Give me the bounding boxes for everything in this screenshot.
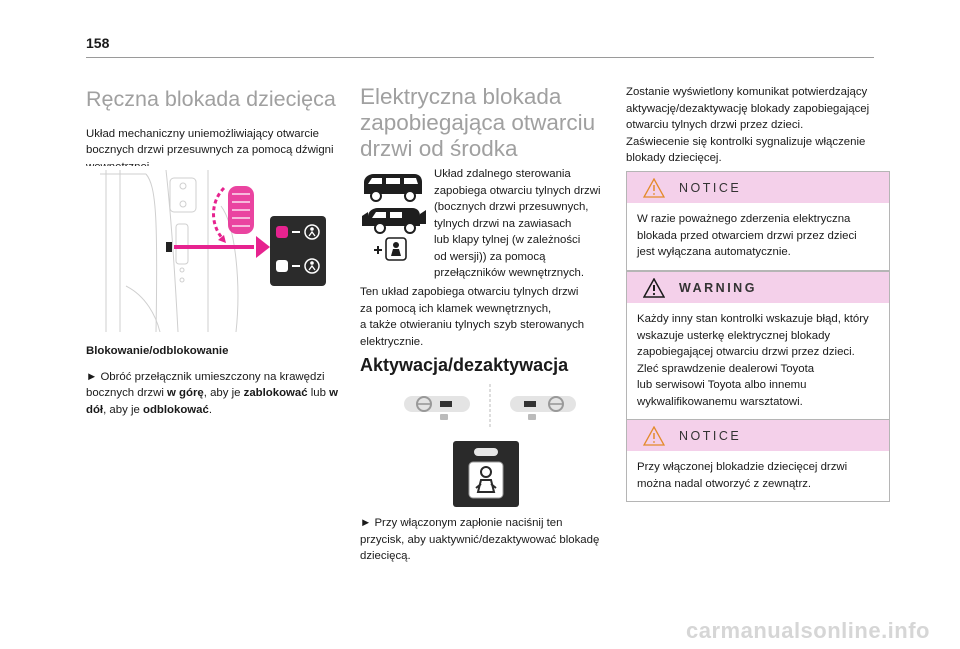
left-lower xyxy=(86,343,342,418)
desc-line: przełączników wewnętrznych. xyxy=(434,267,585,280)
step-emph-lock: zablokować xyxy=(243,387,308,400)
notice-body xyxy=(627,203,889,270)
lock-unlock-subtitle: Blokowanie/odblokowanie xyxy=(86,345,229,357)
notice-triangle-icon xyxy=(643,178,665,198)
notice-body xyxy=(627,451,889,501)
electric-lock-desc xyxy=(434,166,614,282)
step-text: . xyxy=(208,403,212,416)
activation-step xyxy=(360,515,610,565)
watermark: carmanualsonline.info xyxy=(686,618,930,643)
desc-line: (bocznych drzwi przesuwnych, xyxy=(434,201,589,214)
activation-heading: Aktywacja/dezaktywacja xyxy=(360,355,569,375)
notice-title: NOTICE xyxy=(679,428,742,443)
warning-line: lub serwisowi Toyota albo innemu xyxy=(637,379,807,392)
manual-lock-title: Ręczna blokada dziecięca xyxy=(86,87,336,111)
bullet-arrow: ► xyxy=(86,370,98,383)
child-lock-button xyxy=(452,440,520,508)
warning-box xyxy=(626,271,890,420)
warning-line: zapobiegającej otwarciu drzwi przez dzieci. xyxy=(637,346,855,359)
step-text: , aby je xyxy=(203,387,244,400)
desc-line: Układ zdalnego sterowania xyxy=(434,168,571,180)
header-rule xyxy=(86,57,874,58)
desc-line: od wersji)) za pomocą xyxy=(434,250,546,263)
notice-line: można nadal otworzyć z zewnątrz. xyxy=(637,477,812,490)
step-emph-down: w dół xyxy=(86,387,338,416)
step-line: przycisk, aby uaktywnić/dezaktywować blokadę xyxy=(360,533,600,546)
notice-line: jest wyłączana automatycznie. xyxy=(637,246,791,259)
warning-line: Każdy inny stan kontrolki wskazuje błąd, który xyxy=(637,313,869,325)
step-text: Obróć przełącznik umieszczony na krawędzi bocznych drzwi xyxy=(86,370,325,400)
steering-lamp-left xyxy=(404,396,470,420)
step-line xyxy=(360,515,610,532)
lock-unlock-inset xyxy=(270,216,326,286)
warning-triangle-icon xyxy=(643,278,665,298)
van-closed-icon xyxy=(364,174,422,201)
desc-line: zapobiega otwarciu tylnych drzwi xyxy=(434,184,601,197)
confirm-line: otwarciu tylnych drzwi przez dzieci. xyxy=(626,119,804,132)
step-emph-unlock: odblokować xyxy=(142,403,209,416)
notice-line: Przy włączonej blokadzie dziecięcej drzwi xyxy=(637,461,848,473)
electric-lock-title-3: drzwi od środka xyxy=(360,135,518,161)
notice-title: NOTICE xyxy=(679,180,742,195)
vehicle-icons xyxy=(360,166,426,262)
para-line: za pomocą ich klamek wewnętrznych, xyxy=(360,302,552,315)
electric-lock-para xyxy=(360,284,610,350)
door-switch-illustration xyxy=(86,166,342,332)
warning-body xyxy=(627,303,889,419)
desc-line: tylnych drzwi na zawiasach xyxy=(434,217,572,230)
confirm-line: blokady dziecięcej. xyxy=(626,152,722,165)
confirm-line: aktywację/dezaktywację blokady zapobiegającej xyxy=(626,102,870,115)
electric-lock-title-2: zapobiegająca otwarciu xyxy=(360,109,596,135)
right-column xyxy=(626,84,890,167)
page-number: 158 xyxy=(86,35,110,51)
notice-header xyxy=(627,420,889,451)
notice-box-outside xyxy=(626,419,890,502)
para-line: a także otwieraniu tylnych szyb sterowanych xyxy=(360,319,585,332)
notice-line: W razie poważnego zderzenia elektryczna xyxy=(637,213,851,225)
step-emph-up: w górę xyxy=(167,387,204,400)
step-line: dziecięcą. xyxy=(360,550,411,563)
notice-triangle-icon xyxy=(643,426,665,446)
notice-line: blokada przed otwarciem drzwi przez dzieci xyxy=(637,229,857,242)
confirm-line: Zostanie wyświetlony komunikat potwierdzający xyxy=(626,86,868,98)
electric-lock-title-1: Elektryczna blokada xyxy=(360,84,562,109)
warning-line: Zleć sprawdzenie dealerowi Toyota xyxy=(637,362,815,375)
warning-title: WARNING xyxy=(679,280,757,295)
indicator-lamps-illustration xyxy=(400,384,580,428)
manual-lock-intro: Układ mechaniczny uniemożliwiający otwarcie bocznych drzwi przesuwnych za pomocą dźwigni xyxy=(86,127,334,157)
steering-lamp-right xyxy=(510,396,576,420)
warning-line: wskazuje usterkę elektrycznej blokady xyxy=(637,329,831,342)
para-line: elektrycznie. xyxy=(360,335,424,348)
middle-column xyxy=(360,84,610,162)
step-text: lub xyxy=(307,387,330,400)
confirm-line: Zaświecenie się kontrolki sygnalizuje włączenie xyxy=(626,135,866,148)
desc-line: lub klapy tylnej (w zależności xyxy=(434,234,581,247)
notice-box-collision xyxy=(626,171,890,271)
bullet-arrow: ► xyxy=(360,517,372,529)
manual-lock-step xyxy=(86,369,342,419)
para-line: Ten układ zapobiega otwarciu tylnych drzwi xyxy=(360,286,579,298)
left-column xyxy=(86,80,342,175)
step-text: , aby je xyxy=(103,403,143,416)
door-lock-knob xyxy=(228,186,254,234)
step-text: Przy włączonym zapłonie naciśnij ten xyxy=(371,517,563,529)
child-lock-plus-icon xyxy=(374,238,406,260)
warning-line: wykwalifikowanemu warsztatowi. xyxy=(637,395,803,408)
van-open-icon xyxy=(362,208,426,233)
notice-header xyxy=(627,172,889,203)
warning-header xyxy=(627,272,889,303)
